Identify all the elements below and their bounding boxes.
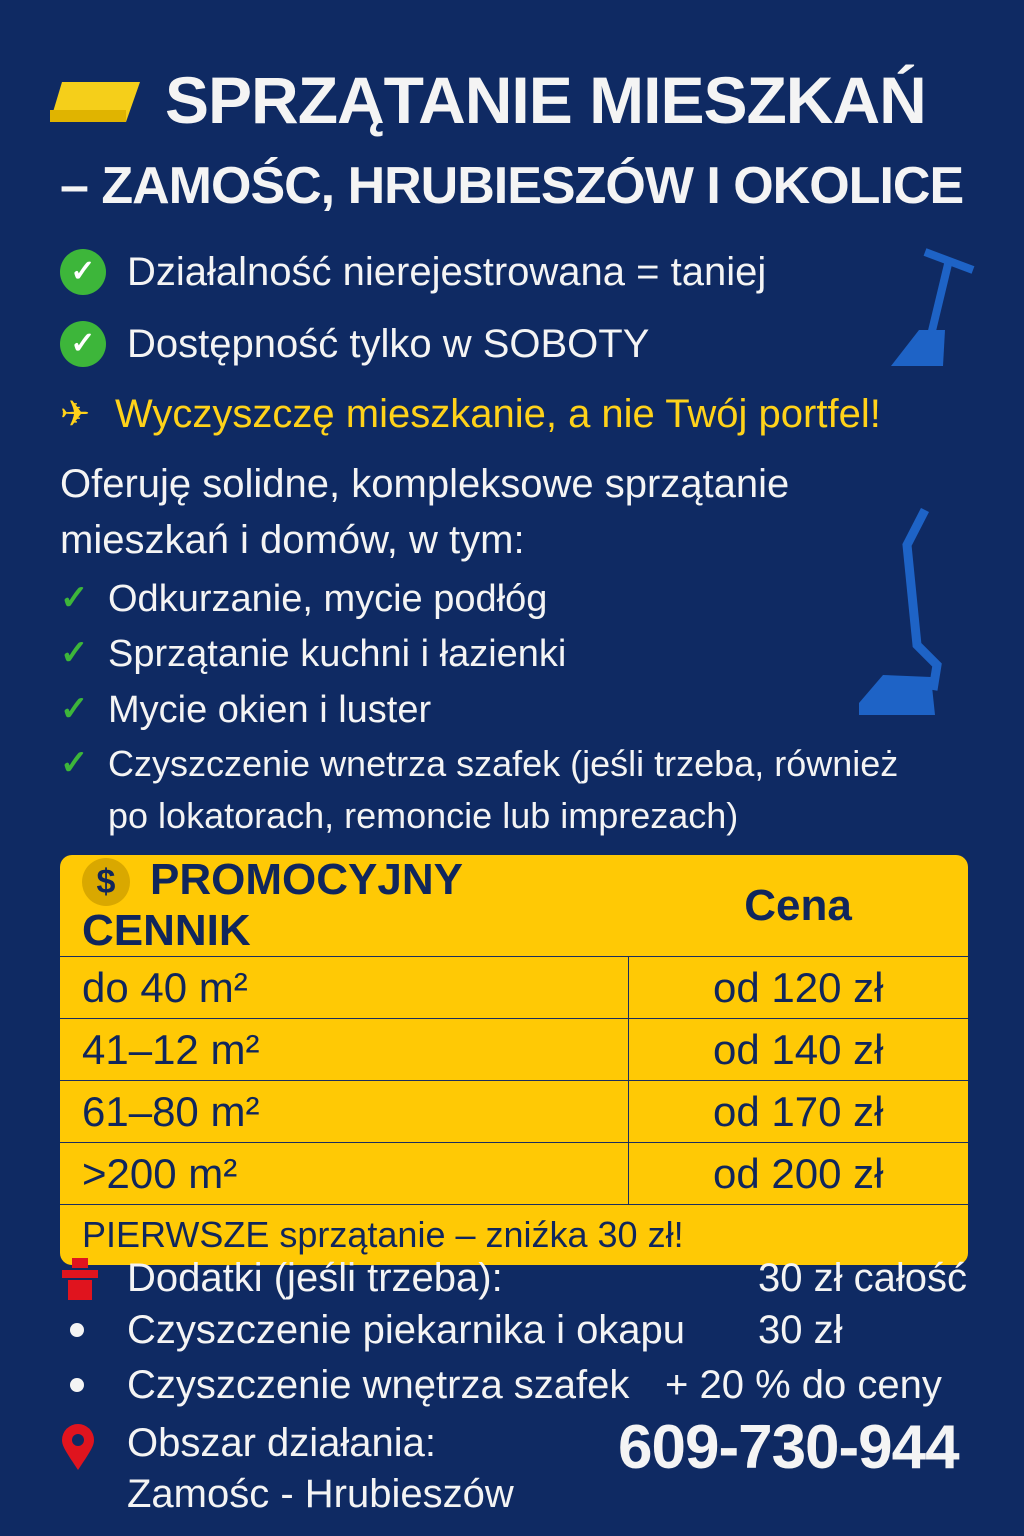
- price-cell: od 170 zł: [628, 1081, 968, 1143]
- price-cell: od 140 zł: [628, 1019, 968, 1081]
- service-item-continued: po lokatorach, remoncie lub imprezach): [108, 795, 739, 836]
- coin-icon: $: [82, 858, 130, 906]
- intro-line2: mieszkań i domów, w tym:: [60, 518, 525, 562]
- price-table-title: PROMOCYJNY CENNIK: [82, 855, 463, 956]
- extras-label: Dodatki (jeśli trzeba):: [127, 1256, 503, 1300]
- area-value: Zamośc - Hrubieszów: [127, 1472, 514, 1516]
- plane-icon: ✈: [60, 393, 91, 434]
- area-cell: do 40 m²: [60, 957, 628, 1019]
- bullet: [70, 1378, 84, 1392]
- extra-item-name: Czyszczenie piekarnika i okapu: [127, 1308, 686, 1352]
- extras-icon: [60, 1258, 100, 1305]
- location-pin-icon: [60, 1424, 96, 1475]
- price-cell: od 200 zł: [628, 1143, 968, 1205]
- extra-item-name: Czyszczenie wnętrza szafek: [127, 1363, 630, 1407]
- table-row: [60, 1081, 968, 1143]
- table-row: [60, 1019, 968, 1081]
- check-icon: ✓: [60, 634, 89, 672]
- area-cell: >200 m²: [60, 1143, 628, 1205]
- highlight-2: Dostępność tylko w SOBOTY: [127, 322, 650, 366]
- vacuum-icon: [855, 505, 945, 725]
- title-line2: – ZAMOŚC, HRUBIESZÓW I OKOLICE: [60, 157, 964, 215]
- area-label: Obszar działania:: [127, 1421, 437, 1465]
- check-circle-icon: ✓: [60, 249, 106, 295]
- extras-label-price: 30 zł całość: [758, 1256, 967, 1300]
- table-row: [60, 957, 968, 1019]
- intro-line1: Oferuję solidne, kompleksowe sprzątanie: [60, 462, 790, 506]
- price-table: [60, 855, 968, 1265]
- bullet: [70, 1323, 84, 1337]
- mop-icon: [885, 240, 980, 375]
- check-icon: ✓: [60, 690, 89, 728]
- check-icon: ✓: [60, 579, 89, 617]
- service-item: Sprzątanie kuchni i łazienki: [108, 633, 567, 675]
- check-icon: ✓: [60, 744, 89, 782]
- highlight-1: Działalność nierejestrowana = taniej: [127, 250, 767, 294]
- price-column-header: Cena: [744, 880, 852, 930]
- price-cell: od 120 zł: [628, 957, 968, 1019]
- title-line1: SPRZĄTANIE MIESZKAŃ: [165, 63, 926, 137]
- area-cell: 41–12 m²: [60, 1019, 628, 1081]
- phone-number[interactable]: 609-730-944: [618, 1413, 959, 1482]
- service-item: Czyszczenie wnetrza szafek (jeśli trzeba, również: [108, 743, 899, 784]
- service-item: Mycie okien i luster: [108, 689, 432, 731]
- sponge-icon: [48, 70, 140, 126]
- price-table-header: [60, 855, 968, 957]
- slogan: Wyczyszczę mieszkanie, a nie Twój portfel!: [115, 392, 881, 436]
- area-cell: 61–80 m²: [60, 1081, 628, 1143]
- extra-item-price: 30 zł: [758, 1308, 843, 1352]
- service-item: Odkurzanie, mycie podłóg: [108, 578, 548, 620]
- table-row: [60, 1143, 968, 1205]
- discount-note: PIERWSZE sprzątanie – zniźka 30 zł!: [60, 1205, 968, 1265]
- extra-item-price: + 20 % do ceny: [665, 1363, 942, 1407]
- check-circle-icon: ✓: [60, 321, 106, 367]
